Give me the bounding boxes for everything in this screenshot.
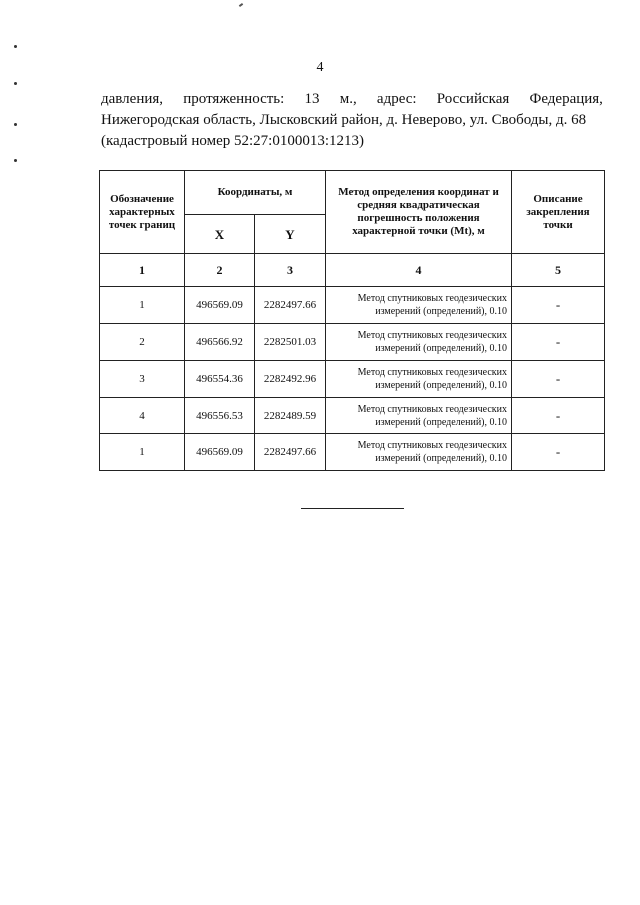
y-cell: 2282501.03 [255, 324, 326, 361]
intro-word: м., [339, 91, 357, 107]
x-cell: 496556.53 [185, 398, 255, 434]
scan-mark [239, 3, 243, 7]
intro-word: давления, [101, 91, 164, 107]
page-number: 4 [316, 60, 324, 75]
index-cell: 1 [100, 254, 185, 287]
description-cell: - [512, 361, 605, 398]
y-cell: 2282497.66 [255, 287, 326, 324]
header-coordinates: Координаты, м [185, 171, 326, 215]
intro-word: Федерация, [529, 91, 603, 107]
index-row [100, 254, 605, 287]
intro-paragraph [101, 89, 603, 152]
margin-dot [14, 45, 17, 48]
table-row [100, 324, 605, 361]
y-cell: 2282497.66 [255, 434, 326, 471]
intro-word: 13 [304, 91, 320, 107]
header-description: Описание закрепления точки [512, 171, 605, 254]
margin-dot [14, 123, 17, 126]
y-cell: 2282489.59 [255, 398, 326, 434]
header-y: Y [255, 215, 326, 254]
intro-word: адрес: [376, 91, 417, 107]
description-cell: - [512, 398, 605, 434]
intro-word: протяженность: [183, 91, 285, 107]
point-cell: 3 [100, 361, 185, 398]
table-row [100, 287, 605, 324]
intro-line-1 [101, 89, 603, 110]
header-method: Метод определения координат и средняя квадратическая погрешность положения характерной точки (Mt), м [326, 171, 512, 254]
method-cell: Метод спутниковых геодезических измерений (определений), 0.10 [326, 361, 512, 398]
header-designation: Обозначение характерных точек границ [100, 171, 185, 254]
header-x: X [185, 215, 255, 254]
margin-dot [14, 159, 17, 162]
point-cell: 2 [100, 324, 185, 361]
index-cell: 3 [255, 254, 326, 287]
x-cell: 496566.92 [185, 324, 255, 361]
index-cell: 5 [512, 254, 605, 287]
description-cell: - [512, 287, 605, 324]
intro-line-3: (кадастровый номер 52:27:0100013:1213) [101, 133, 364, 149]
separator-line [301, 508, 404, 509]
x-cell: 496554.36 [185, 361, 255, 398]
intro-word: Российская [436, 91, 510, 107]
point-cell: 4 [100, 398, 185, 434]
x-cell: 496569.09 [185, 434, 255, 471]
method-cell: Метод спутниковых геодезических измерений (определений), 0.10 [326, 324, 512, 361]
method-cell: Метод спутниковых геодезических измерений (определений), 0.10 [326, 287, 512, 324]
y-cell: 2282492.96 [255, 361, 326, 398]
table-row [100, 361, 605, 398]
description-cell: - [512, 324, 605, 361]
index-cell: 4 [326, 254, 512, 287]
margin-dot [14, 82, 17, 85]
table-row [100, 434, 605, 471]
intro-line-2: Нижегородская область, Лысковский район, д. Неверово, ул. Свободы, д. 68 [101, 112, 587, 128]
table-row [100, 398, 605, 434]
coordinates-table [99, 170, 605, 471]
point-cell: 1 [100, 287, 185, 324]
index-cell: 2 [185, 254, 255, 287]
method-cell: Метод спутниковых геодезических измерений (определений), 0.10 [326, 434, 512, 471]
method-cell: Метод спутниковых геодезических измерений (определений), 0.10 [326, 398, 512, 434]
x-cell: 496569.09 [185, 287, 255, 324]
point-cell: 1 [100, 434, 185, 471]
description-cell: - [512, 434, 605, 471]
